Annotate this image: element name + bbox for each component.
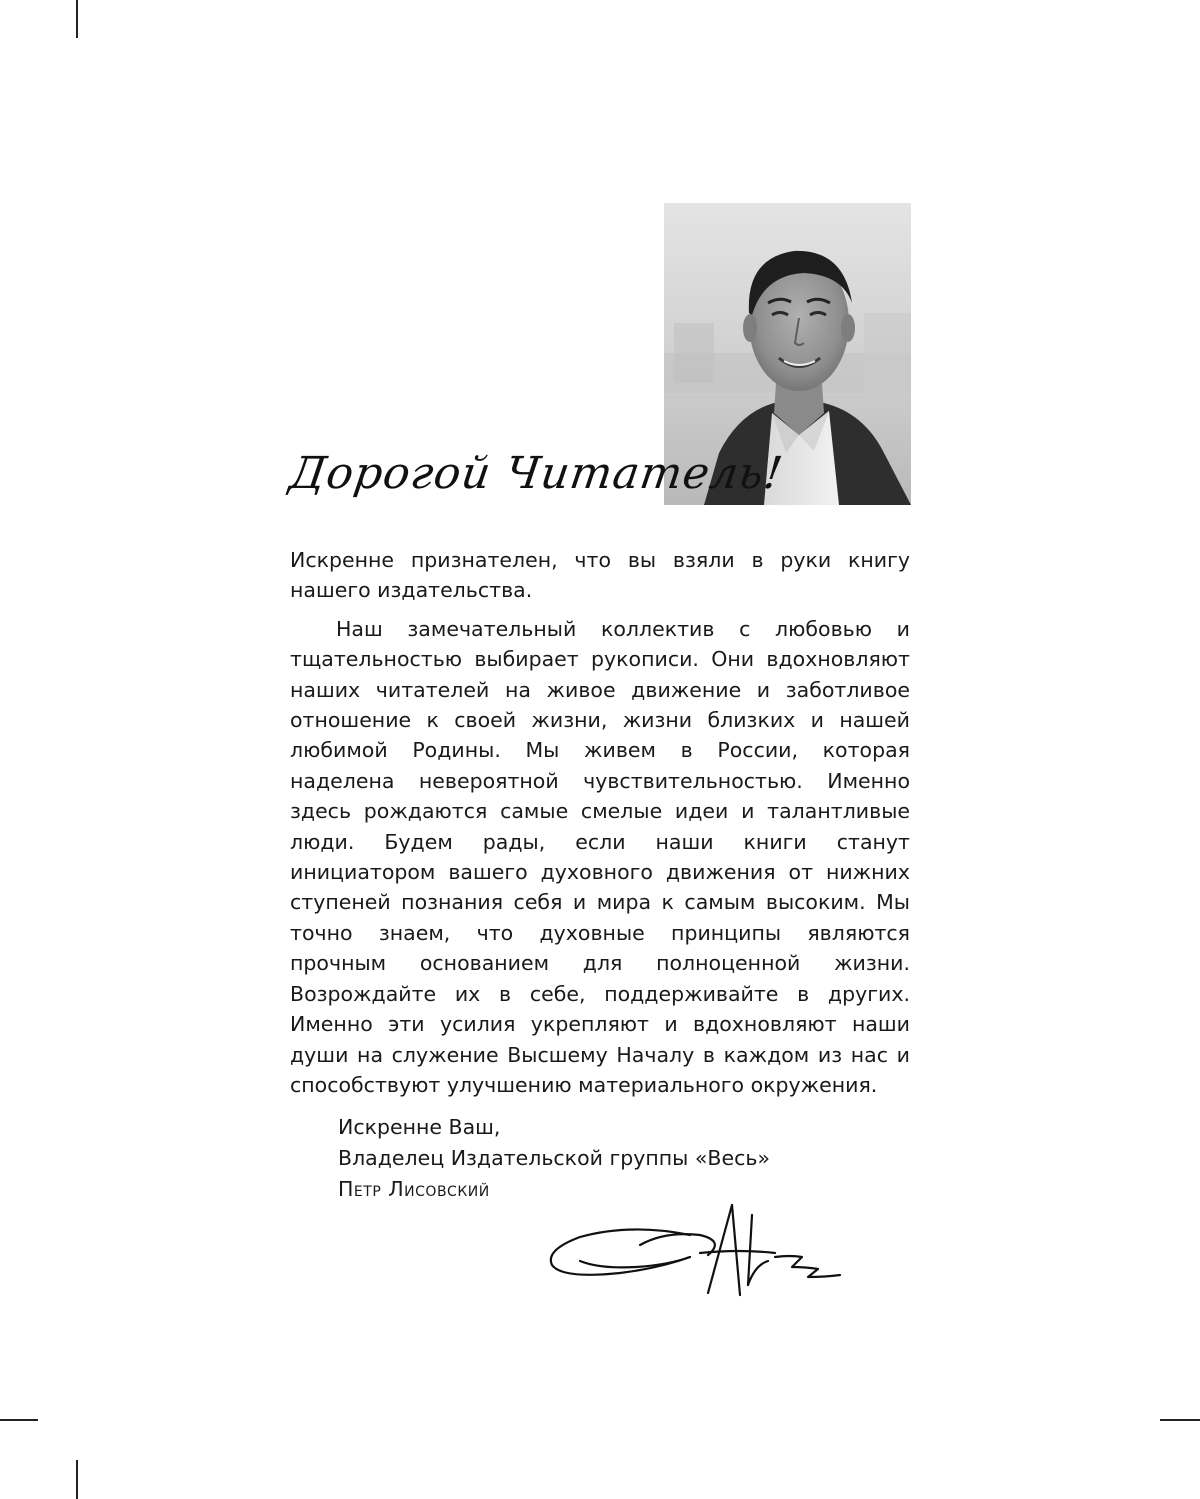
body-paragraph: Искренне признателен, что вы взяли в руки книгу нашего издательства.: [290, 548, 910, 603]
crop-mark-left: [0, 1419, 38, 1421]
closing-block: [338, 1112, 770, 1205]
crop-mark-top-left: [76, 0, 78, 38]
body-paragraph: Наш замечательный коллектив с любовью и тщательностью выбирает рукописи. Они вдохновляют наших читателей на живое движение и заботливое отношение к своей жизни, жизни близких и нашей любимой Родины. Мы живем в России, которая наделена невероятной чувствительностью. Именно здесь рождаются самые смелые идеи и талантливые люди. Будем рады, если наши книги станут инициатором вашего духовного движения от нижних ступеней познания себя и мира к самым высоким. Мы точно знаем, что духовные принципы являются прочным основанием для полноценной жизни. Возрождайте их в себе, поддерживайте в других. Именно эти усилия укрепляют и вдохновляют наши души на служение Высшему Началу в каждом из нас и способствуют улучшению материального окружения.: [290, 616, 910, 1097]
letter-body: [290, 545, 910, 1100]
handwritten-signature: [540, 1195, 860, 1305]
author-name: Петр Лисовский: [338, 1177, 490, 1201]
crop-mark-right: [1160, 1419, 1200, 1421]
salutation-text: Дорогой Читатель!: [286, 448, 787, 499]
closing-line: Искренне Ваш,: [338, 1115, 501, 1139]
salutation: [284, 428, 787, 538]
crop-mark-bottom-left: [76, 1460, 78, 1499]
closing-title: Владелец Издательской группы «Весь»: [338, 1146, 770, 1170]
